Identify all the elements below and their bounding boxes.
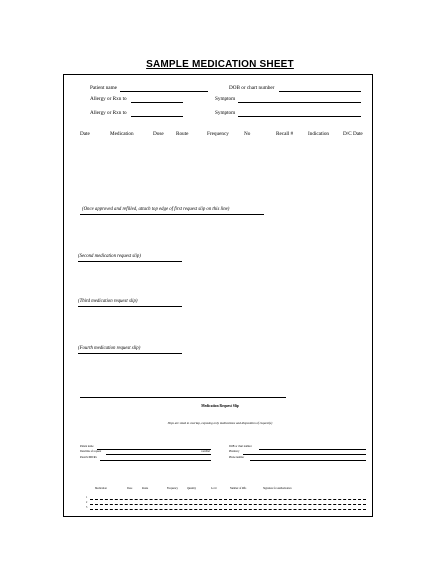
request-slip-top-line: [80, 397, 286, 398]
allergy-label-1: Allergy or Rxn to: [90, 96, 127, 102]
first-slip-line: [80, 214, 264, 215]
column-route: Route: [176, 131, 189, 137]
slip-phone-label: Phone number: [229, 456, 245, 459]
slip-row-line-3[interactable]: [90, 509, 366, 510]
column-frequency: Frequency: [207, 131, 229, 137]
slip-column-medication: Medication: [95, 487, 107, 490]
slip-patient-name-line[interactable]: [97, 449, 211, 450]
column-recall: Recall #: [276, 131, 294, 137]
page-title: SAMPLE MEDICATION SHEET: [146, 59, 294, 70]
symptom-label-1: Symptom: [215, 96, 236, 102]
slip-dob-label: DOB or chart number: [229, 445, 252, 448]
slip-pharmacy-label: Pharmacy: [229, 450, 240, 453]
slip-column-route: Route: [142, 487, 149, 490]
third-slip-note: (Third medication request slip): [78, 299, 138, 304]
symptom-line-2[interactable]: [238, 116, 361, 117]
fourth-slip-note: (Fourth medication request slip): [78, 346, 141, 351]
slip-row-number-1: 1: [86, 496, 88, 499]
column-indication: Indication: [308, 131, 330, 137]
second-slip-note: (Second medication request slip): [78, 254, 141, 259]
symptom-label-2: Symptom: [215, 110, 236, 116]
column-date: Date: [80, 131, 90, 137]
fourth-slip-line: [78, 353, 182, 354]
slip-column-quantity: Quantity: [187, 487, 197, 490]
slip-pharmacy-line[interactable]: [243, 454, 366, 455]
allergy-line-1[interactable]: [131, 102, 183, 103]
slip-column-refills: Number of Rfls: [230, 487, 247, 490]
column-dose: Dose: [153, 131, 164, 137]
slip-row-number-2: 2: [86, 501, 88, 504]
slip-row-line-2[interactable]: [90, 504, 366, 505]
slip-parent-md-line[interactable]: [100, 460, 211, 461]
slip-request-date-label: Date/time of request: [80, 450, 102, 453]
patient-name-line[interactable]: [120, 91, 208, 92]
column-no: No: [244, 131, 251, 137]
allergy-line-2[interactable]: [131, 116, 183, 117]
dob-label: DOB or chart number: [229, 85, 275, 91]
slip-column-frequency: Frequency: [167, 487, 178, 490]
slip-patient-name-label: Patient name: [80, 445, 94, 448]
slip-dob-line[interactable]: [259, 449, 366, 450]
slip-row-line-1[interactable]: [90, 499, 366, 500]
first-slip-note: (Once approved and refilled, attach top edge of first request slip on this line): [82, 207, 230, 212]
slip-column-signature: Signature for Authorization: [263, 487, 292, 490]
request-slip-subtitle: Slips are sized to overlap, exposing only medications and disposition of request(s): [167, 421, 273, 425]
medication-sheet-frame: [63, 74, 373, 517]
patient-name-label: Patient name: [90, 85, 117, 91]
allergy-label-2: Allergy or Rxn to: [90, 110, 127, 116]
slip-cont-ref-label: cont/Ref: [201, 450, 210, 453]
slip-request-date-line[interactable]: [106, 454, 211, 455]
column-dc-date: D/C Date: [343, 131, 363, 137]
dob-line[interactable]: [279, 91, 361, 92]
slip-row-number-3: 3: [86, 506, 88, 509]
third-slip-line: [78, 306, 182, 307]
column-medication: Medication: [110, 131, 134, 137]
slip-phone-line[interactable]: [250, 460, 366, 461]
slip-column-lot: Lot #: [211, 487, 217, 490]
slip-parent-md-label: Parent's/MD/Rx: [80, 456, 97, 459]
slip-column-dose: Dose: [127, 487, 133, 490]
second-slip-line: [78, 261, 182, 262]
request-slip-heading: Medication Request Slip: [201, 404, 239, 408]
symptom-line-1[interactable]: [238, 102, 361, 103]
